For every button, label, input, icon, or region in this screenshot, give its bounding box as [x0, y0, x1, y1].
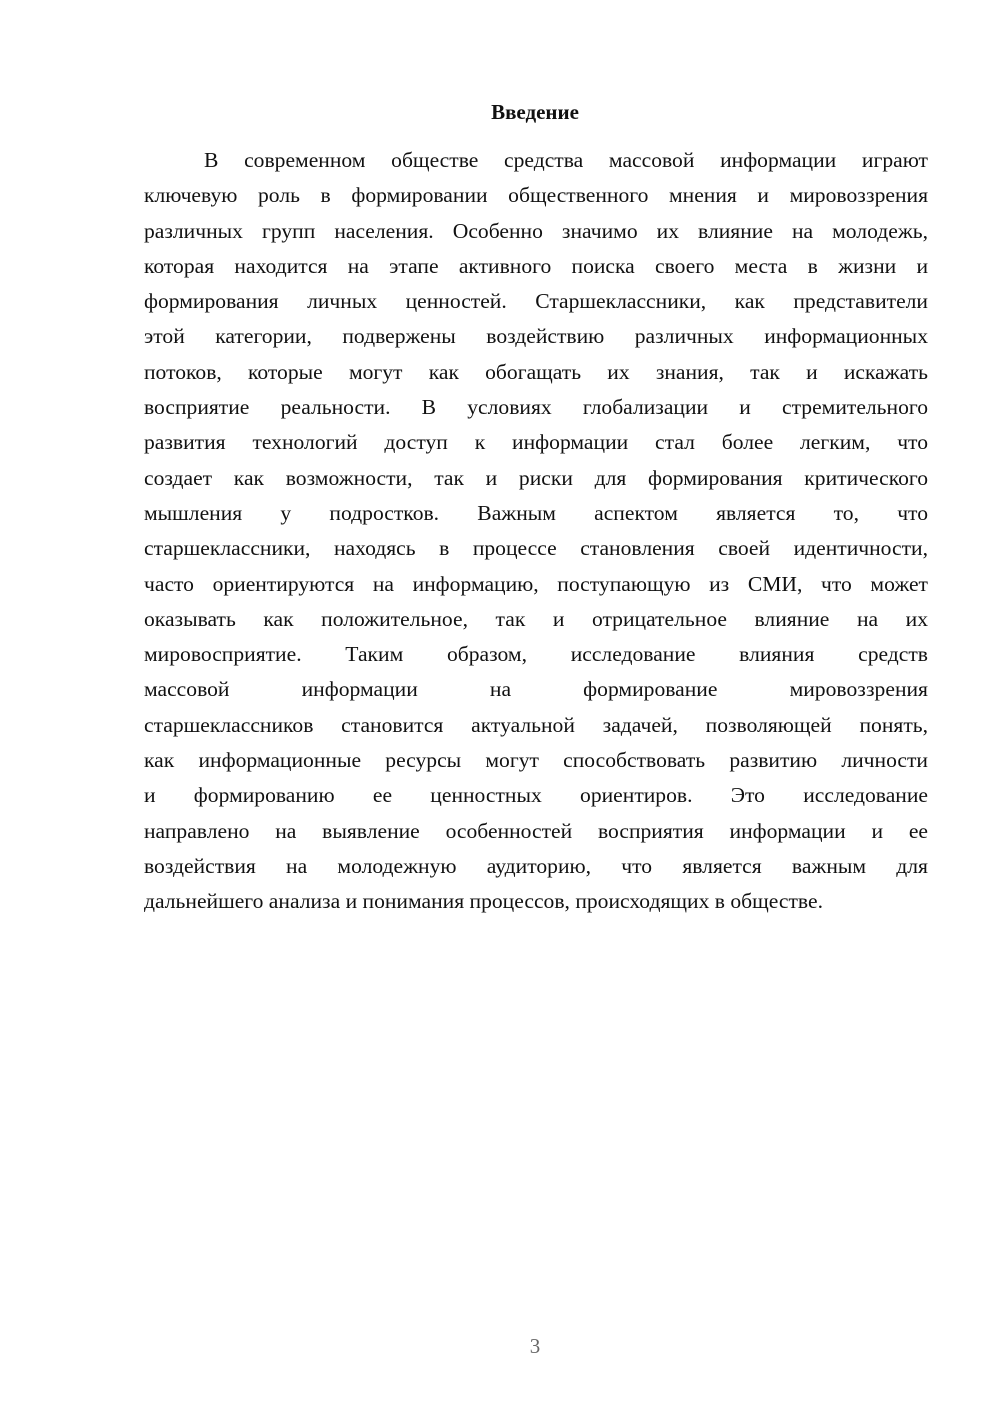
paragraph-line: направлено на выявление особенностей восприятия информации и ее — [144, 818, 928, 843]
paragraph-line: потоков, которые могут как обогащать их знания, так и искажать — [144, 359, 928, 384]
paragraph-line: В современном обществе средства массовой информации играют — [204, 148, 928, 172]
paragraph-line: и формированию ее ценностных ориентиров. Это исследование — [144, 783, 928, 808]
paragraph-line: развития технологий доступ к информации стал более легким, что — [144, 430, 928, 455]
paragraph-line: различных групп населения. Особенно значимо их влияние на молодежь, — [144, 218, 928, 243]
paragraph-line: воздействия на молодежную аудиторию, что является важным для — [144, 853, 928, 878]
page-title: Введение — [491, 100, 579, 124]
paragraph-line: массовой информации на формирование мировоззрения — [144, 677, 928, 702]
paragraph-line: формирования личных ценностей. Старшеклассники, как представители — [144, 289, 928, 314]
paragraph-line: как информационные ресурсы могут способствовать развитию личности — [144, 748, 928, 773]
introduction-paragraph — [144, 143, 928, 920]
paragraph-line: мышления у подростков. Важным аспектом является то, что — [144, 500, 928, 525]
paragraph-line: дальнейшего анализа и понимания процессов, происходящих в обществе. — [144, 889, 823, 914]
paragraph-line: часто ориентируются на информацию, поступающую из СМИ, что может — [144, 571, 928, 596]
paragraph-line: старшеклассники, находясь в процессе становления своей идентичности, — [144, 536, 928, 561]
paragraph-line: восприятие реальности. В условиях глобализации и стремительного — [144, 395, 928, 420]
paragraph-line: ключевую роль в формировании общественного мнения и мировоззрения — [144, 183, 928, 208]
paragraph-line: создает как возможности, так и риски для формирования критического — [144, 465, 928, 490]
paragraph-line: старшеклассников становится актуальной задачей, позволяющей понять, — [144, 712, 928, 737]
paragraph-line: которая находится на этапе активного поиска своего места в жизни и — [144, 253, 928, 278]
paragraph-line: мировосприятие. Таким образом, исследование влияния средств — [144, 642, 928, 667]
paragraph-line: этой категории, подвержены воздействию различных информационных — [144, 324, 928, 349]
paragraph-line: оказывать как положительное, так и отрицательное влияние на их — [144, 606, 928, 631]
page-number: 3 — [529, 1334, 541, 1358]
